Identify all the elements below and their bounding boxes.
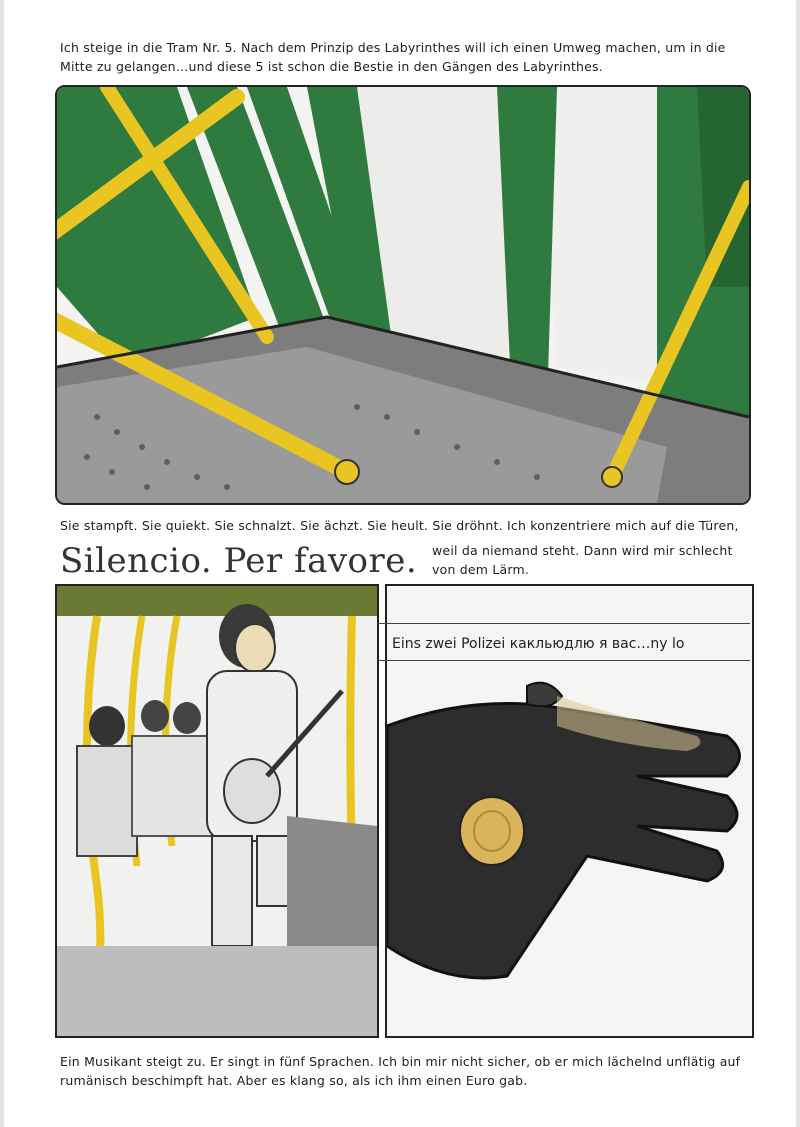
musician-illustration bbox=[57, 586, 377, 1036]
caption-top-line-2: Mitte zu gelangen…und diese 5 ist schon die Bestie in den Gängen des Labyrinthes. bbox=[60, 59, 603, 74]
caption-middle-line-1: Sie stampft. Sie quiekt. Sie schnalzt. Sie ächzt. Sie heult. Sie dröhnt. Ich konzentriere mich auf die Türen, bbox=[60, 518, 739, 533]
page-edge-right bbox=[796, 0, 800, 1127]
caption-middle-line-3: von dem Lärm. bbox=[432, 562, 530, 577]
caption-top-line-1: Ich steige in die Tram Nr. 5. Nach dem Prinzip des Labyrinthes will ich einen Umweg machen, um in die bbox=[60, 40, 726, 55]
speech-bubble-bottom-edge bbox=[378, 660, 750, 661]
caption-bottom-line-1: Ein Musikant steigt zu. Er singt in fünf Sprachen. Ich bin mir nicht sicher, ob er mich lächelnd unflätig auf bbox=[60, 1054, 741, 1069]
caption-bottom-line-2: rumänisch beschimpft hat. Aber es klang so, als ich ihm einen Euro gab. bbox=[60, 1073, 528, 1088]
speech-bubble-top-edge bbox=[378, 623, 750, 624]
caption-top bbox=[60, 38, 760, 76]
tram-doors-illustration bbox=[57, 87, 749, 503]
caption-bottom bbox=[60, 1052, 760, 1090]
panel-tram-doors bbox=[55, 85, 751, 505]
panel-musician bbox=[55, 584, 379, 1038]
speech-bubble: Eins zwei Polizei какльюдлю я вас…ny lo bbox=[392, 636, 685, 652]
page-edge-left bbox=[0, 0, 4, 1127]
panel-title: Silencio. Per favore. bbox=[60, 541, 418, 581]
caption-middle-line-2: weil da niemand steht. Dann wird mir schlecht bbox=[432, 543, 733, 558]
